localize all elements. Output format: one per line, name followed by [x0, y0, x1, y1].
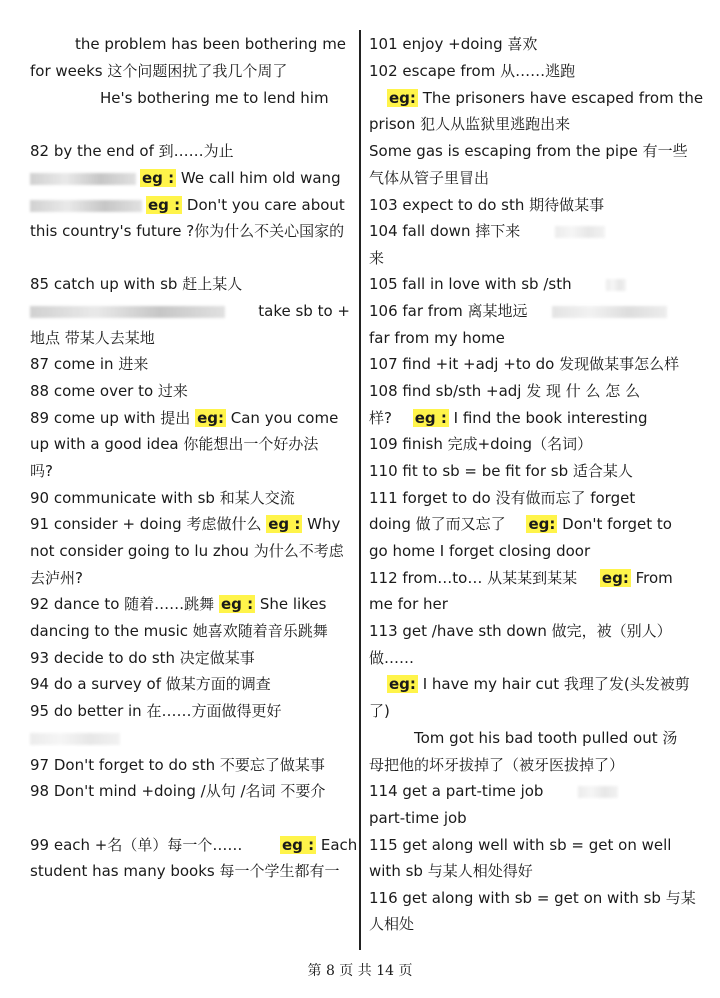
- text-line: [369, 511, 690, 537]
- text-line: 人相处: [369, 915, 415, 933]
- text-line: [30, 298, 352, 324]
- text-line: with sb 与某人相处得好: [369, 862, 533, 880]
- text-line: 地点 带某人去某地: [30, 329, 155, 347]
- text-line: [30, 192, 352, 218]
- text-line: 了): [369, 702, 390, 720]
- entry-98: 98 Don't mind +doing /从句 /名词 不要介: [30, 782, 326, 800]
- eg-label: eg:: [528, 515, 556, 533]
- entry-88: 88 come over to 过来: [30, 382, 188, 400]
- blurred-text: [30, 173, 136, 185]
- text-fragment: take sb to +: [258, 302, 350, 320]
- blurred-line: [30, 725, 352, 751]
- text-line: me for her: [369, 595, 448, 613]
- text-line: far from my home: [369, 329, 505, 347]
- left-column: [30, 0, 358, 958]
- text-line: dancing to the music 她喜欢随着音乐跳舞: [30, 622, 328, 640]
- text-line: Some gas is escaping from the pipe 有一些: [369, 142, 688, 160]
- right-column: [369, 0, 704, 958]
- entry-text: 89 come up with 提出: [30, 409, 191, 427]
- entry-111: 111 forget to do 没有做而忘了 forget: [369, 489, 636, 507]
- entry-110: 110 fit to sb = be fit for sb 适合某人: [369, 462, 633, 480]
- entry-101: 101 enjoy +doing 喜欢: [369, 35, 538, 53]
- example-text: Can you come: [230, 409, 339, 427]
- entry-text: 106 far from 离某地远: [369, 302, 528, 320]
- example-text: She likes: [259, 595, 327, 613]
- eg-label: eg:: [197, 409, 224, 427]
- blurred-text: [555, 226, 605, 238]
- example-text: Why: [307, 515, 341, 533]
- entry-108: 108 find sb/sth +adj 发 现 什 么 怎 么: [369, 382, 641, 400]
- example-text: Don't you care about: [186, 196, 345, 214]
- text-line: 来: [369, 249, 385, 267]
- entry-82: 82 by the end of 到……为止: [30, 142, 234, 160]
- entry-text: 99 each +名（单）每一个……: [30, 836, 243, 854]
- entry-103: 103 expect to do sth 期待做某事: [369, 196, 605, 214]
- entry-87: 87 come in 进来: [30, 355, 149, 373]
- entry-text: doing 做了而又忘了: [369, 515, 506, 533]
- entry-90: 90 communicate with sb 和某人交流: [30, 489, 295, 507]
- entry-text: 112 from…to… 从某某到某某: [369, 569, 578, 587]
- entry-text: 91 consider + doing 考虑做什么: [30, 515, 262, 533]
- blurred-text: [30, 733, 120, 745]
- entry-105: [369, 271, 690, 297]
- eg-label: eg :: [281, 836, 315, 854]
- text-line: go home I forget closing door: [369, 542, 591, 560]
- example-text: We call him old wang: [180, 169, 341, 187]
- entry-text: 样?: [369, 409, 392, 427]
- column-divider: [359, 30, 361, 950]
- entry-102: 102 escape from 从……逃跑: [369, 62, 576, 80]
- blurred-text: [552, 306, 667, 318]
- blurred-text: [30, 306, 225, 318]
- eg-label: eg:: [389, 89, 416, 107]
- text-line: student has many books 每一个学生都有一: [30, 862, 340, 880]
- example-text: Each: [320, 836, 358, 854]
- eg-label: eg :: [268, 515, 301, 533]
- entry-114: [369, 778, 690, 804]
- text-line: 做……: [369, 649, 415, 667]
- eg-label: eg :: [142, 169, 175, 187]
- entry-93: 93 decide to do sth 决定做某事: [30, 649, 255, 667]
- example-text: From: [635, 569, 673, 587]
- text-line: He's bothering me to lend him: [100, 89, 329, 107]
- example-text: I have my hair cut 我理了发(头发被剪: [422, 675, 690, 693]
- text-line: 吗?: [30, 462, 53, 480]
- text-line: 母把他的坏牙拔掉了（被牙医拔掉了）: [369, 756, 625, 774]
- entry-97: 97 Don't forget to do sth 不要忘了做某事: [30, 756, 325, 774]
- text-line: up with a good idea 你能想出一个好办法: [30, 435, 319, 453]
- entry-104: [369, 218, 690, 244]
- text-line: this country's future ?你为什么不关心国家的: [30, 222, 345, 240]
- entry-text: 104 fall down 摔下来: [369, 222, 521, 240]
- text-line: 气体从管子里冒出: [369, 169, 490, 187]
- text-line: for weeks 这个问题困扰了我几个周了: [30, 62, 288, 80]
- blurred-text: [578, 786, 618, 798]
- eg-label: eg :: [148, 196, 181, 214]
- text-line: Tom got his bad tooth pulled out 汤: [414, 729, 678, 747]
- entry-113: 113 get /have sth down 做完，被（别人）: [369, 622, 672, 640]
- text-line: prison 犯人从监狱里逃跑出来: [369, 115, 571, 133]
- entry-95: 95 do better in 在……方面做得更好: [30, 702, 282, 720]
- entry-109: 109 finish 完成+doing（名词）: [369, 435, 593, 453]
- eg-label: eg :: [220, 595, 254, 613]
- entry-85: 85 catch up with sb 赶上某人: [30, 275, 243, 293]
- page-footer: 第 8 页 共 14 页: [307, 963, 413, 979]
- text-line: 去泸州?: [30, 569, 83, 587]
- entry-text: 92 dance to 随着……跳舞: [30, 595, 215, 613]
- entry-112: [369, 565, 690, 591]
- entry-text: 105 fall in love with sb /sth: [369, 275, 572, 293]
- example-text: Don't forget to: [562, 515, 672, 533]
- text-line: [369, 85, 704, 111]
- entry-116: 116 get along with sb = get on with sb 与某: [369, 889, 696, 907]
- entry-107: 107 find +it +adj +to do 发现做某事怎么样: [369, 355, 680, 373]
- eg-label: eg :: [414, 409, 447, 427]
- text-line: [369, 405, 690, 431]
- text-line: the problem has been bothering me: [75, 35, 347, 53]
- text-line: part-time job: [369, 809, 467, 827]
- text-line: [30, 165, 352, 191]
- entry-text: 114 get a part-time job: [369, 782, 544, 800]
- eg-label: eg:: [389, 675, 416, 693]
- entry-106: [369, 298, 690, 324]
- entry-99: [30, 832, 358, 858]
- entry-94: 94 do a survey of 做某方面的调查: [30, 675, 271, 693]
- text-line: not consider going to lu zhou 为什么不考虑: [30, 542, 344, 560]
- entry-92: [30, 591, 352, 617]
- blurred-text: [30, 200, 142, 212]
- eg-label: eg:: [601, 569, 629, 587]
- text-line: [369, 671, 690, 697]
- entry-115: 115 get along well with sb = get on well: [369, 836, 672, 854]
- example-text: I find the book interesting: [453, 409, 648, 427]
- example-text: The prisoners have escaped from the: [422, 89, 704, 107]
- entry-89: [30, 405, 352, 431]
- blurred-text: [606, 279, 626, 291]
- entry-91: [30, 511, 352, 537]
